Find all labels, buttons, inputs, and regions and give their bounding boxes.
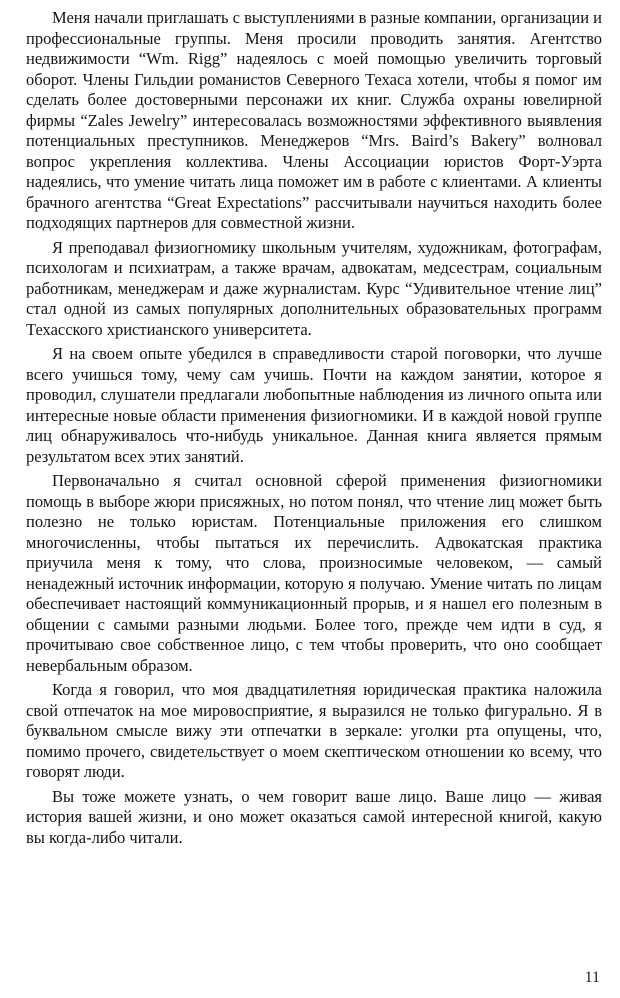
paragraph-legal-practice: Когда я говорил, что моя двадцатилетняя юридическая практика наложила свой отпечаток на мое мировосприятие, я выразился не только фигурально. Я в буквальном смысле вижу эти отпечатки в зеркале: уголки рта опущены, что, помимо прочего, свидетельствует о моем скептическом отношении ко всему, что говорят люди. — [26, 680, 602, 781]
paragraph-speaking-engagements: Меня начали приглашать с выступлениями в разные компании, организации и профессиональные группы. Меня просили проводить занятия. Агентство недвижимости “Wm. Rigg” надеялось с моей помощью увеличить торговый оборот. Члены Гильдии романистов Северного Техаса хотели, чтобы я помог им сделать более достоверными персонажи их книг. Служба охраны ювелирной фирмы “Zales Jewelry” интересовалась возможностями эффективного выявления потенциальных преступников. Менеджеров “Mrs. Baird’s Bakery” волновал вопрос укрепления коллектива. Члены Ассоциации юристов Форт-Уэрта надеялись, что умение читать лица поможет им в работе с клиентами. А клиенты брачного агентства “Great Expectations” рассчитывали научиться находить более подходящих партнеров для совместной жизни. — [26, 8, 602, 232]
paragraph-applications: Первоначально я считал основной сферой применения физиогномики помощь в выборе жюри присяжных, но потом понял, что чтение лиц может быть полезно не только юристам. Потенциальные приложения его слишком многочисленны, чтобы пытаться их перечислить. Адвокатская практика приучила меня к тому, что слова, произносимые человеком, — самый ненадежный источник информации, которую я получаю. Умение читать по лицам обеспечивает настоящий коммуникационный прорыв, и я нашел его полезным в общении с самыми разными людьми. Более того, прежде чем идти в суд, я прочитываю свое собственное лицо, с тем чтобы проверить, что оно сообщает невербальным образом. — [26, 471, 602, 675]
paragraph-teaching: Я преподавал физиогномику школьным учителям, художникам, фотографам, психологам и психиатрам, а также врачам, адвокатам, медсестрам, социальным работникам, менеджерам и даже журналистам. Курс “Удивительное чтение лиц” стал одной из самых популярных дополнительных образовательных программ Техасского христианского университета. — [26, 237, 602, 339]
paragraph-learning-by-teaching: Я на своем опыте убедился в справедливости старой поговорки, что лучше всего учишься тому, чему сам учишь. Почти на каждом занятии, которое я проводил, слушатели предлагали любопытные наблюдения из личного опыта или интересные новые области применения физиогномики. И в каждой новой группе лиц обнаруживалось что-нибудь уникальное. Данная книга является прямым результатом всех этих занятий. — [26, 344, 602, 466]
paragraph-your-face: Вы тоже можете узнать, о чем говорит ваше лицо. Ваше лицо — живая история вашей жизни, и оно может оказаться самой интересной книгой, какую вы когда-либо читали. — [26, 786, 602, 847]
page-number: 11 — [584, 968, 600, 986]
